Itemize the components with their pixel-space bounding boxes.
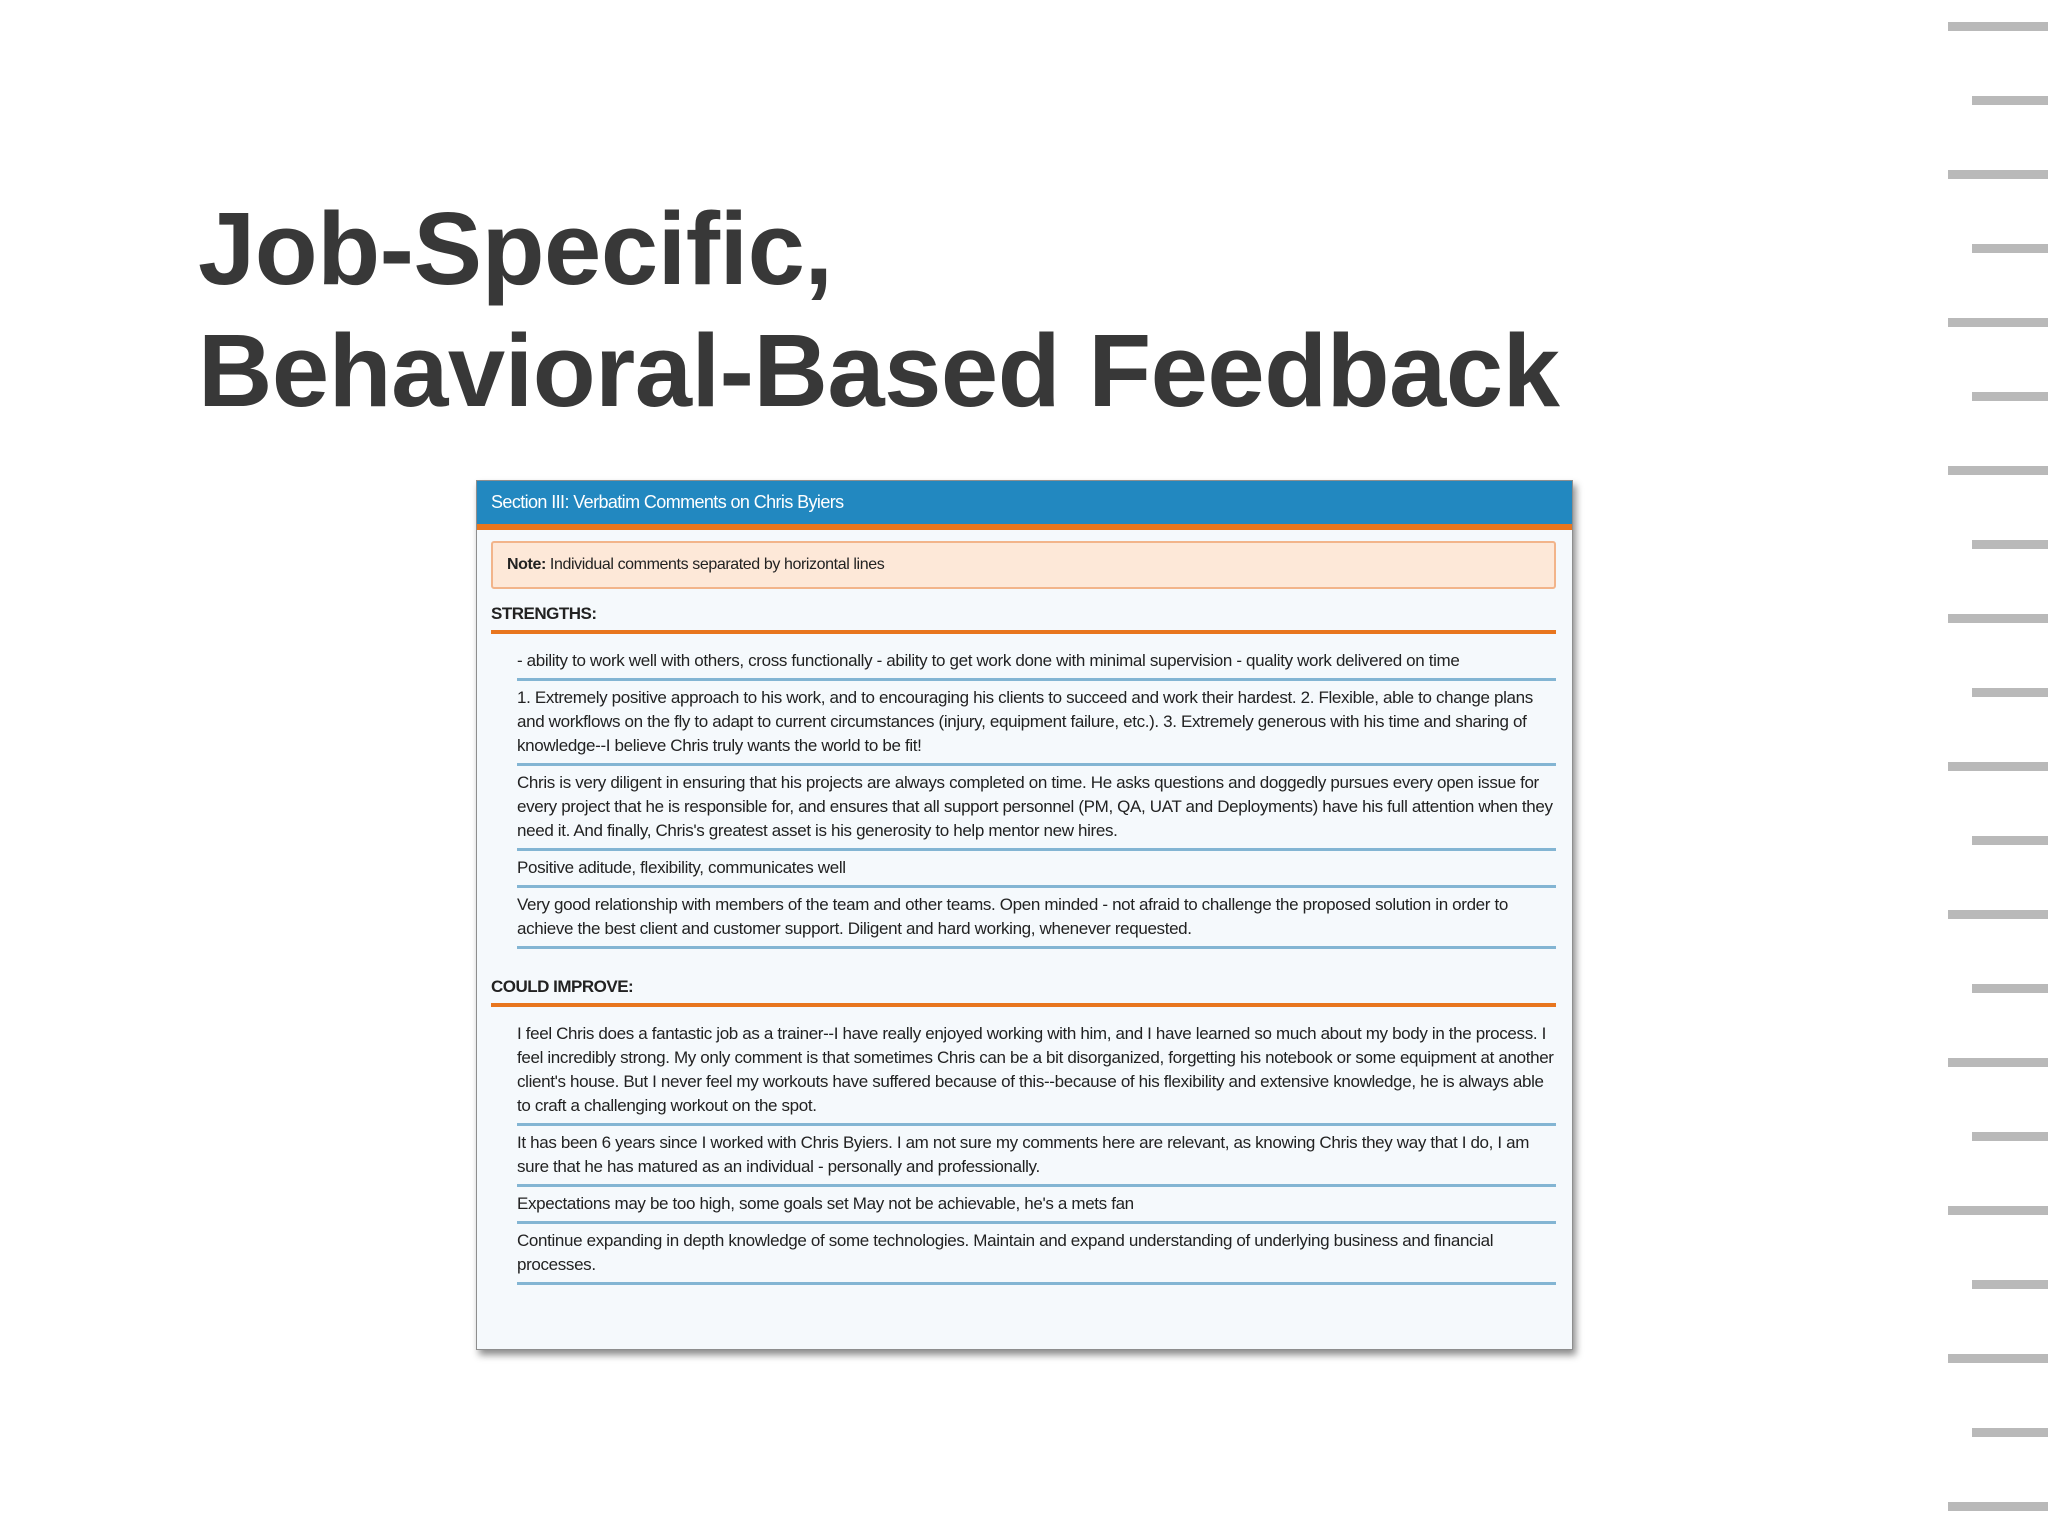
slide-title: [198, 188, 1559, 432]
improvement-comment: Expectations may be too high, some goals set May not be achievable, he's a mets fan: [517, 1187, 1556, 1224]
tick-mark: [1948, 466, 2048, 475]
slide-title-line-2: Behavioral-Based Feedback: [198, 313, 1560, 428]
strength-comment: Chris is very diligent in ensuring that his projects are always completed on time. He asks questions and doggedly pursues every open issue for every project that he is responsible for, and ensures that all support personnel (PM, QA, UAT and Deployments) have his full attention when they need it. And finally, Chris's greatest asset is his generosity to help mentor new hires.: [517, 766, 1556, 851]
tick-mark: [1972, 540, 2048, 549]
tick-mark: [1948, 22, 2048, 31]
tick-mark: [1972, 244, 2048, 253]
tick-mark: [1948, 1206, 2048, 1215]
tick-mark: [1948, 1354, 2048, 1363]
tick-mark: [1972, 1280, 2048, 1289]
strength-comment: Positive aditude, flexibility, communicates well: [517, 851, 1556, 888]
tick-mark: [1972, 984, 2048, 993]
strength-comment: - ability to work well with others, cross functionally - ability to get work done with minimal supervision - quality work delivered on time: [517, 644, 1556, 681]
improvement-comment: It has been 6 years since I worked with Chris Byiers. I am not sure my comments here are relevant, as knowing Chris they way that I do, I am sure that he has matured as an individual - personally and professionally.: [517, 1126, 1556, 1187]
tick-mark: [1972, 688, 2048, 697]
could-improve-heading: COULD IMPROVE:: [491, 977, 1556, 1007]
tick-mark: [1972, 392, 2048, 401]
strength-comment: Very good relationship with members of the team and other teams. Open minded - not afraid to challenge the proposed solution in order to achieve the best client and customer support. Diligent and hard working, whenever requested.: [517, 888, 1556, 949]
could-improve-list: [517, 1017, 1556, 1285]
tick-mark: [1972, 1428, 2048, 1437]
decorative-tick-rail: [1938, 22, 2048, 1532]
tick-mark: [1948, 762, 2048, 771]
tick-mark: [1948, 1058, 2048, 1067]
note-label: Note:: [507, 556, 546, 573]
note-box: [491, 541, 1556, 589]
tick-mark: [1972, 96, 2048, 105]
improvement-comment: Continue expanding in depth knowledge of some technologies. Maintain and expand understanding of underlying business and financial processes.: [517, 1224, 1556, 1285]
verbatim-comments-panel: [476, 480, 1573, 1350]
strength-comment: 1. Extremely positive approach to his work, and to encouraging his clients to succeed and work their hardest. 2. Flexible, able to change plans and workflows on the fly to adapt to current circumstances (injury, equipment failure, etc.). 3. Extremely generous with his time and sharing of knowledge--I believe Chris truly wants the world to be fit!: [517, 681, 1556, 766]
slide-title-line-1: Job-Specific,: [198, 191, 833, 306]
tick-mark: [1948, 614, 2048, 623]
improvement-comment: I feel Chris does a fantastic job as a trainer--I have really enjoyed working with him, and I have learned so much about my body in the process. I feel incredibly strong. My only comment is that sometimes Chris can be a bit disorganized, forgetting his notebook or some equipment at another client's house. But I never feel my workouts have suffered because of this--because of his flexibility and extensive knowledge, he is always able to craft a challenging workout on the spot.: [517, 1017, 1556, 1126]
panel-header: Section III: Verbatim Comments on Chris Byiers: [477, 481, 1572, 530]
note-text: Individual comments separated by horizontal lines: [545, 556, 885, 573]
tick-mark: [1972, 836, 2048, 845]
tick-mark: [1948, 1502, 2048, 1511]
tick-mark: [1948, 910, 2048, 919]
strengths-heading: STRENGTHS:: [491, 604, 1556, 634]
tick-mark: [1972, 1132, 2048, 1141]
tick-mark: [1948, 318, 2048, 327]
strengths-list: [517, 644, 1556, 949]
tick-mark: [1948, 170, 2048, 179]
